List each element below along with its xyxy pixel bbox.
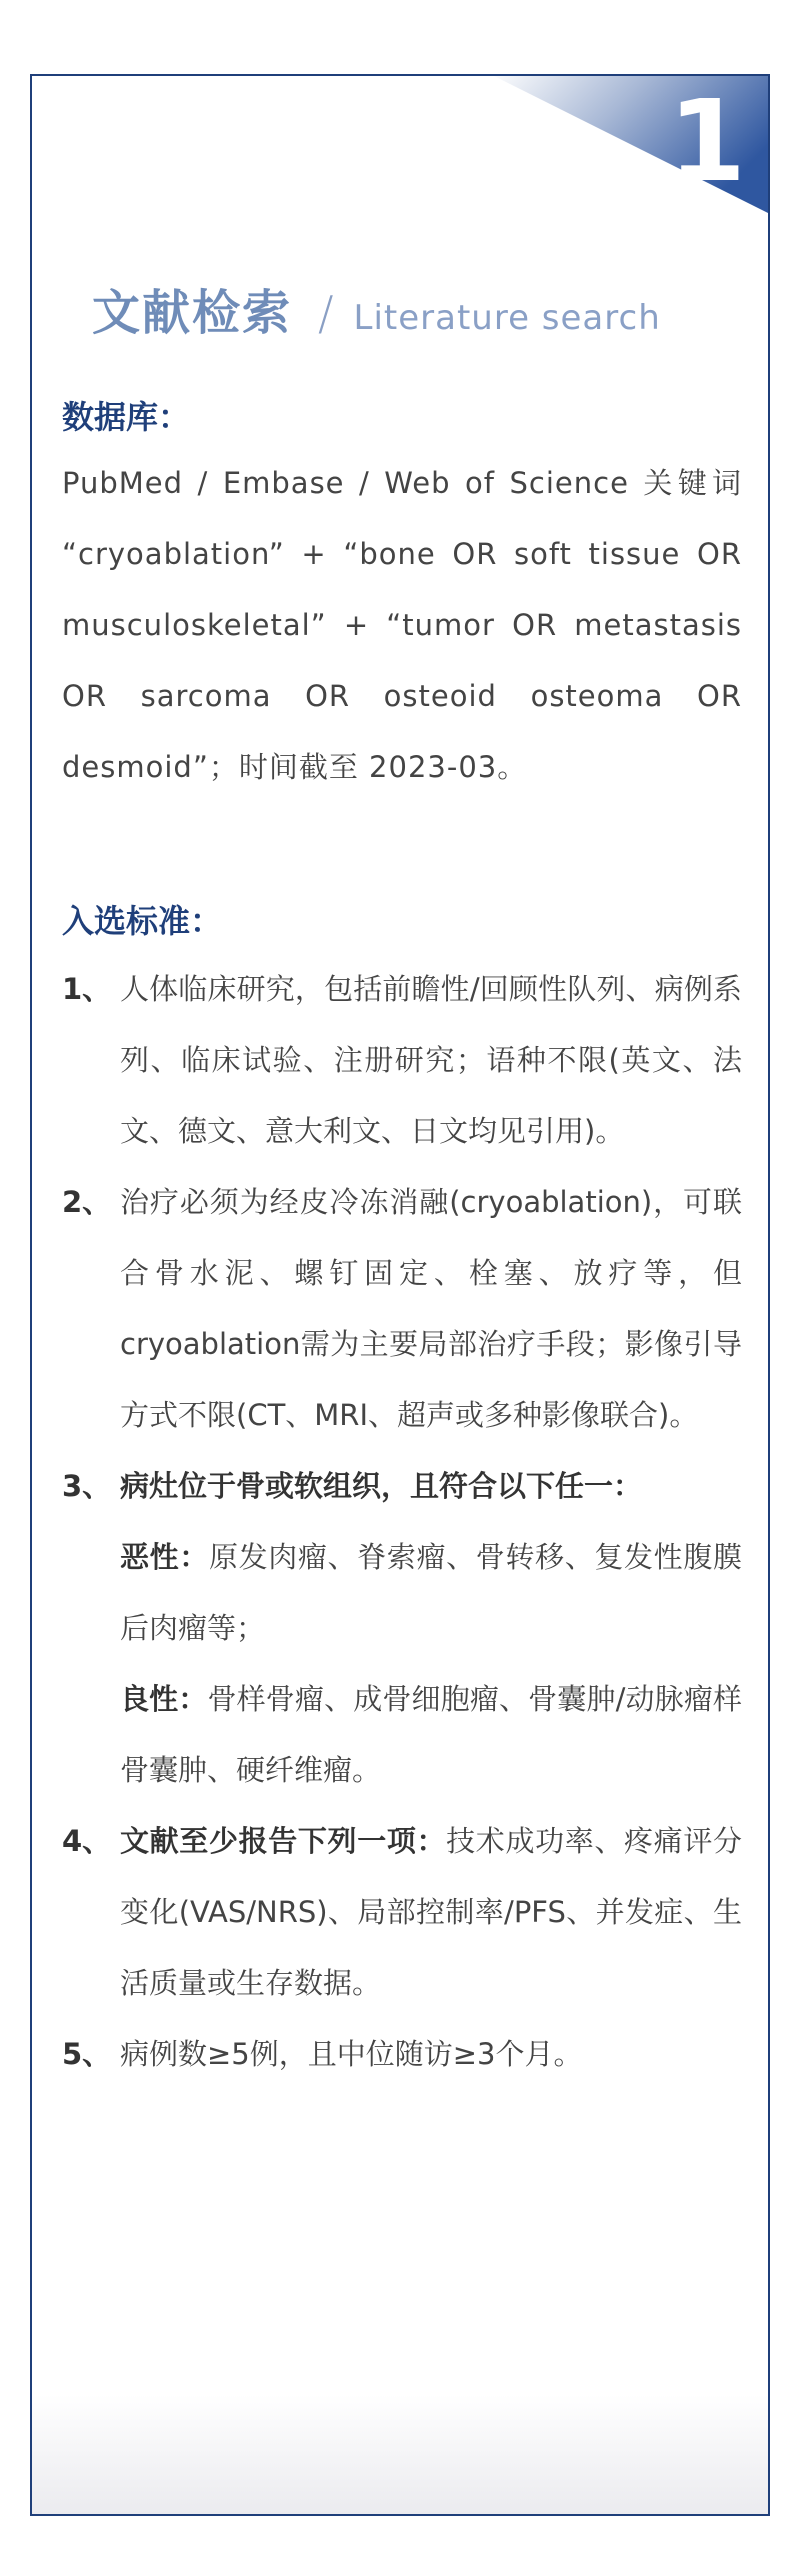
criteria-text: 治疗必须为经皮冷冻消融(cryoablation)，可联合骨水泥、螺钉固定、栓塞、放疗等，但cryoablation需为主要局部治疗手段；影像引导方式不限(CT、MRI、超声或多种影像联合)。 <box>120 1185 742 1432</box>
malignant-line <box>120 1522 742 1664</box>
title-separator: / <box>318 286 334 340</box>
section-number: 1 <box>668 77 746 207</box>
title-chinese: 文献检索 <box>92 285 293 341</box>
criteria-lead: 文献至少报告下列一项： <box>120 1824 447 1858</box>
criteria-section <box>62 896 742 2090</box>
database-section <box>62 392 742 803</box>
benign-text: 骨样骨瘤、成骨细胞瘤、骨囊肿/动脉瘤样骨囊肿、硬纤维瘤。 <box>120 1682 742 1787</box>
criteria-item-3 <box>62 1451 742 1806</box>
criteria-item-5 <box>62 2019 742 2090</box>
criteria-number: 1、 <box>62 972 112 1006</box>
malignant-label: 恶性： <box>120 1540 209 1574</box>
criteria-item-2 <box>62 1167 742 1451</box>
database-text: PubMed / Embase / Web of Science 关键词 “cryoablation” + “bone OR soft tissue OR musculoskeletal” + “tumor OR metastasis OR sarcoma OR osteoid osteoma OR desmoid”；时间截至 2023-03。 <box>62 466 742 784</box>
database-heading: 数据库： <box>62 398 191 436</box>
page-title <box>92 274 661 343</box>
title-english: Literature search <box>353 298 661 338</box>
criteria-number: 2、 <box>62 1185 112 1219</box>
criteria-number: 4、 <box>62 1824 112 1858</box>
criteria-text: 人体临床研究，包括前瞻性/回顾性队列、病例系列、临床试验、注册研究；语种不限(英文、法文、德文、意大利文、日文均见引用)。 <box>120 972 742 1148</box>
benign-label: 良性： <box>120 1682 208 1716</box>
criteria-item-1 <box>62 954 742 1167</box>
criteria-item-4 <box>62 1806 742 2019</box>
criteria-text: 技术成功率、疼痛评分变化(VAS/NRS)、局部控制率/PFS、并发症、生活质量或生存数据。 <box>120 1824 742 2000</box>
bottom-fade <box>32 2394 768 2514</box>
criteria-lead: 病灶位于骨或软组织，且符合以下任一： <box>120 1469 643 1503</box>
benign-line <box>120 1664 742 1806</box>
criteria-list <box>62 954 742 2090</box>
malignant-text: 原发肉瘤、脊索瘤、骨转移、复发性腹膜后肉瘤等； <box>120 1540 742 1645</box>
criteria-number: 5、 <box>62 2037 112 2071</box>
criteria-heading: 入选标准： <box>62 902 223 940</box>
criteria-number: 3、 <box>62 1469 112 1503</box>
criteria-text: 病例数≥5例，且中位随访≥3个月。 <box>120 2037 583 2071</box>
